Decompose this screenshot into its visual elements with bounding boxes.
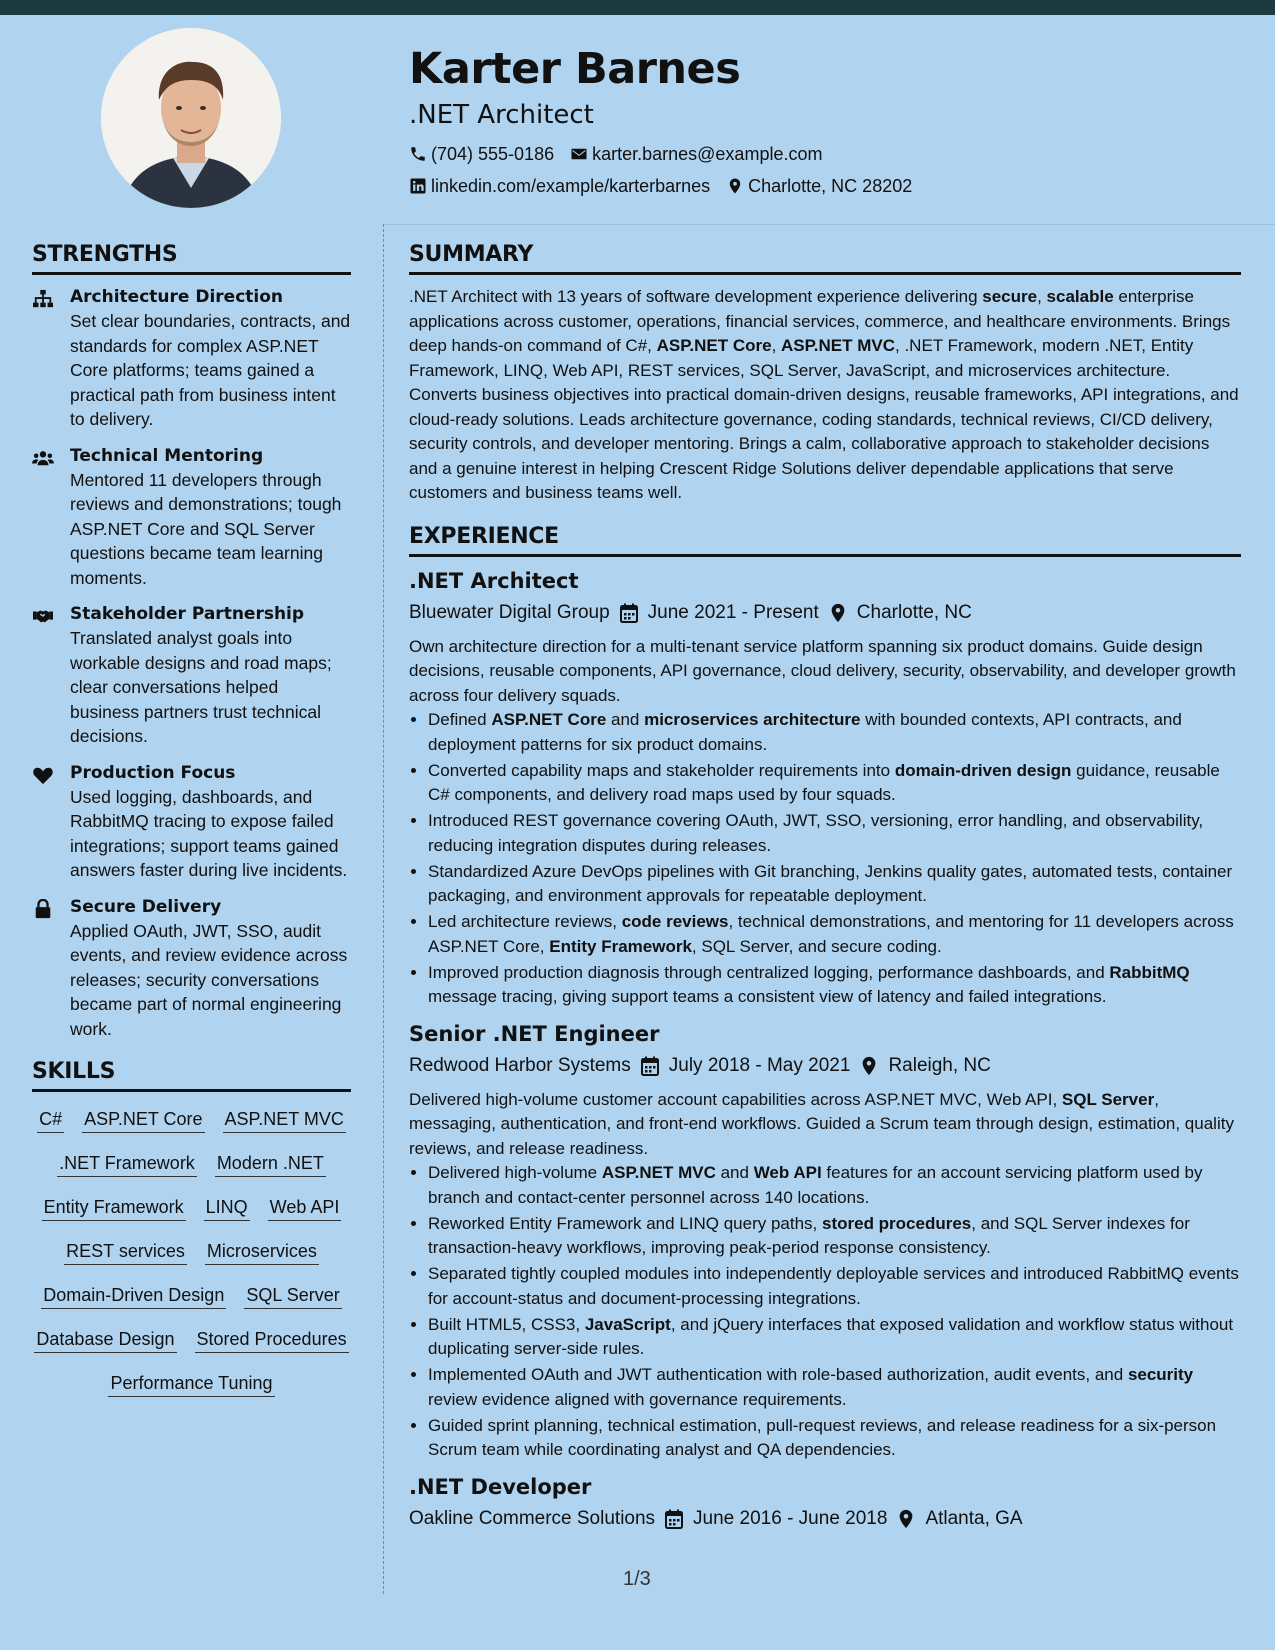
strength-title: Secure Delivery (70, 896, 222, 917)
text-run: , SQL Server, and secure coding. (691, 936, 942, 956)
phone-icon (409, 145, 427, 163)
bold-keyword: microservices architecture (644, 710, 861, 729)
phone-contact (409, 138, 554, 170)
skill-tag-c: C# (37, 1106, 64, 1133)
job-entry-bluewater-digital-group (409, 567, 1241, 1010)
skill-tag-linq: LINQ (204, 1194, 250, 1221)
strength-item-stakeholder-partnership (32, 602, 351, 749)
job-description (409, 1088, 1241, 1162)
text-run: Defined (428, 710, 492, 729)
map-pin-icon (897, 1509, 915, 1529)
bold-keyword: Web API (753, 1163, 822, 1182)
column-divider (383, 224, 384, 1594)
skill-tag-entity-framework: Entity Framework (42, 1194, 186, 1221)
candidate-name: Karter Barnes (409, 44, 741, 94)
text-run: Implemented OAuth and JWT authentication with role-based authorization, audit events, and (428, 1365, 1128, 1384)
strength-body (70, 761, 351, 883)
strength-description: Used logging, dashboards, and RabbitMQ tracing to expose failed integrations; support teams gained answers faster during live incidents. (70, 786, 348, 880)
skill-tag-performance-tuning: Performance Tuning (108, 1370, 274, 1397)
location-contact (726, 170, 912, 202)
skills-heading: SKILLS (32, 1055, 351, 1092)
job-meta (409, 599, 1241, 627)
bold-keyword: domain-driven design (894, 760, 1072, 780)
text-run: , (1037, 287, 1047, 306)
skill-tag-stored-procedures: Stored Procedures (195, 1326, 349, 1353)
strengths-list (32, 285, 351, 1041)
lock-icon (32, 895, 58, 1042)
text-run: and (606, 710, 645, 729)
skill-tag-sql-server: SQL Server (244, 1282, 341, 1309)
skill-tag-asp-net-core: ASP.NET Core (82, 1106, 204, 1133)
text-run: Reworked Entity Framework and LINQ query paths, (428, 1213, 822, 1233)
email-address[interactable]: karter.barnes@example.com (592, 144, 823, 164)
calendar-icon (665, 1509, 683, 1529)
bold-keyword: JavaScript (584, 1314, 671, 1334)
text-run: , (771, 336, 782, 355)
strength-title: Stakeholder Partnership (70, 604, 305, 624)
text-run: guidance, reusable C# components, and delivery road maps used by four squads. (428, 760, 1220, 804)
left-column (32, 238, 351, 1397)
candidate-title: .NET Architect (409, 100, 594, 130)
users-icon (32, 444, 58, 591)
bold-keyword: ASP.NET Core (491, 710, 607, 729)
text-run: , messaging, authentication, and front-end workflows. Guided a Scrum team through design, estimation, quality reviews, and release readiness. (409, 1089, 1234, 1158)
right-column (409, 238, 1241, 1541)
heart-icon (32, 761, 58, 883)
skill-tag-microservices: Microservices (205, 1238, 319, 1265)
strength-description: Translated analyst goals into workable designs and road maps; clear conversations helped business partners trust technical decisions. (70, 628, 332, 746)
bullet-item (428, 1363, 1241, 1412)
text-run: , technical demonstrations, and mentoring for 11 developers across ASP.NET Core, (428, 912, 1234, 956)
resume-header (409, 40, 1249, 202)
text-run: Guided sprint planning, technical estimation, pull-request reviews, and release readiness for a six-person Scrum team while coordinating analyst and QA dependencies. (428, 1415, 1217, 1459)
job-bullets (409, 1161, 1241, 1463)
skill-tag-web-api: Web API (268, 1194, 342, 1221)
strength-body (70, 895, 351, 1042)
text-run: and (715, 1163, 754, 1182)
bullet-item (428, 1161, 1241, 1210)
strength-title: Technical Mentoring (70, 445, 264, 466)
bullet-item (428, 910, 1241, 959)
bold-keyword: Entity Framework (549, 936, 692, 956)
summary-heading: SUMMARY (409, 238, 1241, 275)
job-meta (409, 1052, 1241, 1080)
strength-item-architecture-direction (32, 285, 351, 432)
text-run: Improved production diagnosis through centralized logging, performance dashboards, and (428, 962, 1110, 982)
strength-description: Applied OAuth, JWT, SSO, audit events, and review evidence across releases; security conversations became part of normal engineering work. (70, 920, 348, 1039)
skill-tag-domain-driven-design: Domain-Driven Design (41, 1282, 226, 1309)
text-run: , .NET Framework, modern .NET, Entity Framework, LINQ, Web API, REST services, SQL Server, JavaScript, and microservices architecture. Converts business objectives into practical domain-driven designs, reusable frameworks, API integrations, and cloud-ready solutions. Leads architecture governance, coding standards, technical reviews, CI/CD delivery, security controls, and developer mentoring. Brings a calm, collaborative approach to stakeholder decisions and a genuine interest in helping Crescent Ridge Solutions deliver dependable applications that serve customers and business teams well. (409, 336, 1239, 502)
job-location: Atlanta, GA (925, 1507, 1023, 1529)
map-pin-icon (726, 177, 744, 195)
linkedin-contact[interactable] (409, 170, 710, 202)
strength-title: Production Focus (70, 762, 236, 783)
strength-item-secure-delivery (32, 895, 351, 1042)
bold-keyword: scalable (1046, 287, 1114, 306)
envelope-icon (570, 145, 588, 163)
text-run: Introduced REST governance covering OAuth, JWT, SSO, versioning, error handling, and observability, reducing integration disputes during releases. (428, 811, 1204, 855)
text-run: Converted capability maps and stakeholder requirements into (428, 760, 895, 780)
company-name: Redwood Harbor Systems (409, 1054, 631, 1076)
skill-tag-net-framework: .NET Framework (57, 1150, 197, 1177)
linkedin-url[interactable]: linkedin.com/example/karterbarnes (431, 176, 711, 196)
handshake-icon (32, 602, 58, 749)
profile-photo (101, 28, 281, 208)
strength-description: Mentored 11 developers through reviews and demonstrations; tough ASP.NET Core and SQL Server questions became team learning moments. (70, 469, 342, 588)
bold-keyword: SQL Server (1061, 1089, 1155, 1109)
bullet-item (428, 1313, 1241, 1362)
summary-text (409, 285, 1241, 506)
text-run: with bounded contexts, API contracts, and deployment patterns for six product domains. (428, 710, 1182, 754)
text-run: Delivered high-volume (428, 1163, 602, 1182)
strength-item-production-focus (32, 761, 351, 883)
text-run: , and SQL Server indexes for transaction-heavy workflows, improving peak-period response consistency. (428, 1213, 1190, 1257)
job-meta (409, 1505, 1241, 1533)
job-bullets (409, 708, 1241, 1010)
job-description (409, 635, 1241, 709)
skill-tag-rest-services: REST services (64, 1238, 187, 1265)
bold-keyword: RabbitMQ (1109, 962, 1190, 982)
strength-item-technical-mentoring (32, 444, 351, 591)
job-title: .NET Architect (409, 568, 579, 593)
bullet-item (428, 809, 1241, 858)
text-run: Own architecture direction for a multi-tenant service platform spanning six product domains. Guide design decisions, reusable components, API governance, cloud delivery, security, observability, and developer growth across four delivery squads. (409, 636, 1236, 705)
skill-tag-modern-net: Modern .NET (215, 1150, 326, 1177)
text-run: Standardized Azure DevOps pipelines with Git branching, Jenkins quality gates, automated tests, container packaging, and environment approvals for repeatable deployment. (428, 861, 1233, 905)
calendar-icon (641, 1056, 659, 1076)
job-dates: June 2016 - June 2018 (693, 1507, 888, 1529)
job-location: Charlotte, NC (856, 601, 972, 623)
job-entry-redwood-harbor-systems (409, 1020, 1241, 1463)
linkedin-icon (409, 177, 427, 195)
job-entry-oakline-commerce-solutions (409, 1473, 1241, 1533)
email-contact[interactable] (570, 138, 822, 170)
bullet-item (428, 961, 1241, 1010)
phone-number: (704) 555-0186 (431, 144, 555, 164)
top-accent-bar (0, 0, 1275, 15)
company-name: Oakline Commerce Solutions (409, 1507, 656, 1529)
bullet-item (428, 860, 1241, 909)
bullet-item (428, 1262, 1241, 1311)
page-number: 1/3 (623, 1568, 651, 1590)
text-run: features for an account servicing platform used by branch and contact-center personnel across 140 locations. (428, 1163, 1203, 1207)
bullet-item (428, 1414, 1241, 1463)
job-dates: July 2018 - May 2021 (668, 1054, 851, 1076)
bold-keyword: ASP.NET Core (656, 336, 772, 355)
bullet-item (428, 759, 1241, 808)
bold-keyword: ASP.NET MVC (781, 336, 896, 355)
strength-body (70, 285, 351, 432)
bold-keyword: stored procedures (822, 1213, 972, 1233)
sitemap-icon (32, 285, 58, 432)
strength-body (70, 444, 351, 591)
map-pin-icon (860, 1056, 878, 1076)
contact-row-1 (409, 138, 1249, 170)
company-name: Bluewater Digital Group (409, 601, 610, 623)
location-text: Charlotte, NC 28202 (748, 176, 913, 196)
job-location: Raleigh, NC (888, 1054, 991, 1076)
calendar-icon (620, 603, 638, 623)
strengths-heading: STRENGTHS (32, 238, 351, 275)
bold-keyword: secure (982, 287, 1038, 306)
skill-tag-asp-net-mvc: ASP.NET MVC (223, 1106, 346, 1133)
strength-title: Architecture Direction (70, 287, 284, 307)
strength-description: Set clear boundaries, contracts, and standards for complex ASP.NET Core platforms; teams gained a practical path from business intent to delivery. (70, 311, 351, 429)
skill-tag-database-design: Database Design (34, 1326, 176, 1353)
bold-keyword: security (1127, 1365, 1194, 1384)
text-run: review evidence aligned with governance requirements. (428, 1389, 847, 1409)
text-run: message tracing, giving support teams a consistent view of latency and failed integrations. (428, 987, 1107, 1006)
text-run: , and jQuery interfaces that exposed validation and workflow status without duplicating server-side rules. (428, 1314, 1234, 1358)
job-dates: June 2021 - Present (647, 601, 819, 623)
bullet-item (428, 708, 1241, 757)
text-run: Led architecture reviews, (428, 912, 622, 931)
text-run: Delivered high-volume customer account capabilities across ASP.NET MVC, Web API, (409, 1089, 1062, 1109)
job-title: Senior .NET Engineer (409, 1021, 660, 1046)
text-run: Separated tightly coupled modules into independently deployable services and introduced RabbitMQ events for account-status and document-processing integrations. (428, 1264, 1239, 1308)
contact-row-2 (409, 170, 1249, 202)
text-run: enterprise applications across customer, operations, financial services, commerce, and healthcare environments. Brings deep hands-on command of C#, (409, 287, 1231, 355)
bold-keyword: ASP.NET MVC (601, 1163, 716, 1182)
experience-heading: EXPERIENCE (409, 520, 1241, 557)
map-pin-icon (829, 603, 847, 623)
bullet-item (428, 1212, 1241, 1261)
bold-keyword: code reviews (621, 912, 729, 931)
strength-body (70, 602, 351, 749)
text-run: Built HTML5, CSS3, (428, 1314, 585, 1334)
job-title: .NET Developer (409, 1474, 592, 1499)
experience-list (409, 567, 1241, 1533)
header-divider (383, 224, 1275, 225)
text-run: .NET Architect with 13 years of software development experience delivering (409, 287, 983, 306)
skills-list (32, 1102, 351, 1397)
